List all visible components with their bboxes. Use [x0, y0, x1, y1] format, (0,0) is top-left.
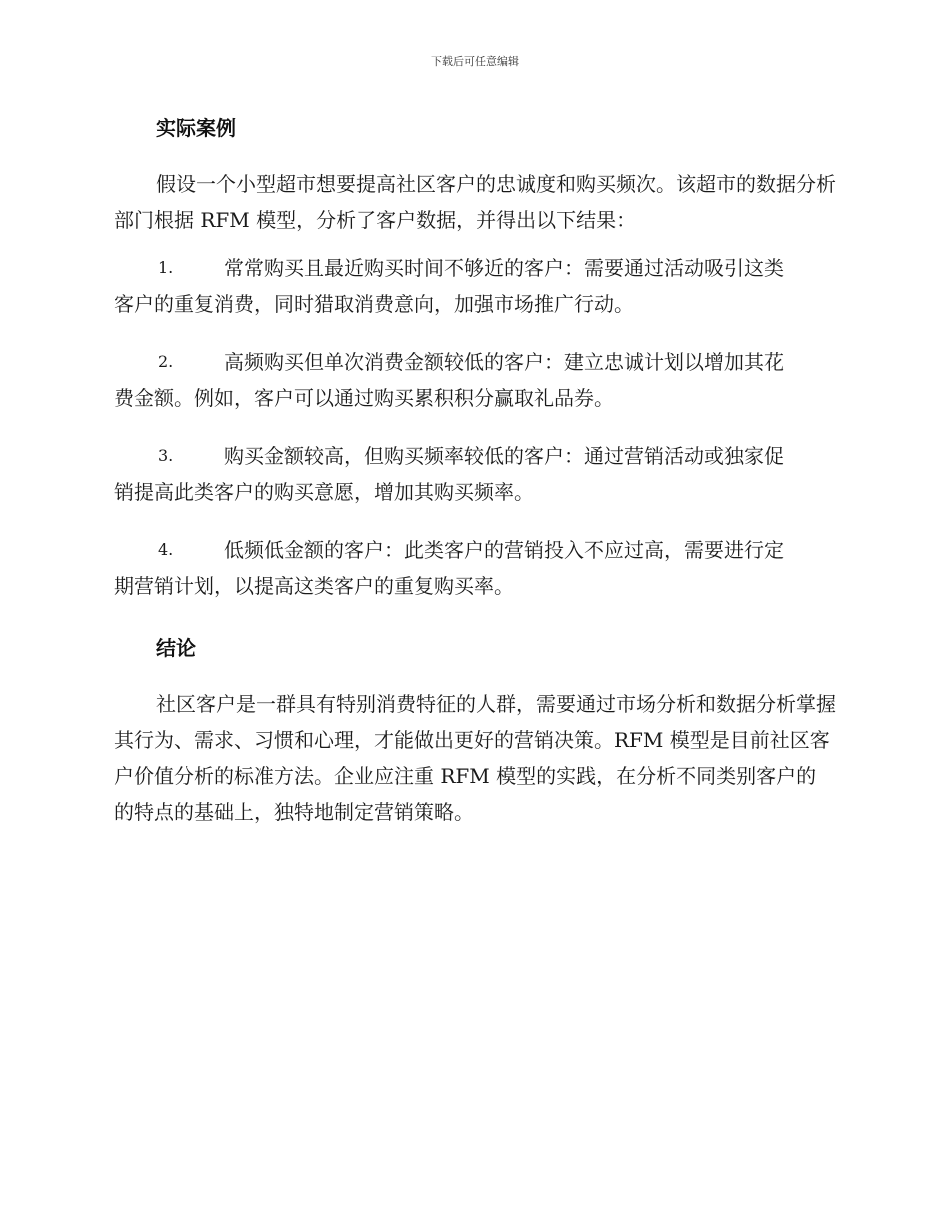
section-title-conclusion: 结论 [156, 636, 196, 660]
list-item-first-line: 购买金额较高，但购买频率较低的客户：通过营销活动或独家促 [224, 444, 784, 468]
list-item [114, 438, 836, 510]
list-item [114, 532, 836, 604]
list-item-number: 3. [158, 446, 174, 465]
list-item-first-line: 高频购买但单次消费金额较低的客户：建立忠诚计划以增加其花 [224, 350, 784, 374]
list-item-first-line: 低频低金额的客户：此类客户的营销投入不应过高，需要进行定 [224, 538, 784, 562]
list-item-rest: 期营销计划，以提高这类客户的重复购买率。 [114, 574, 514, 598]
case-intro-paragraph: 假设一个小型超市想要提高社区客户的忠诚度和购买频次。该超市的数据分析部门根据 RFM 模型，分析了客户数据，并得出以下结果： [114, 172, 836, 232]
list-item-rest: 费金额。例如，客户可以通过购买累积积分赢取礼品券。 [114, 386, 614, 410]
conclusion-paragraph: 社区客户是一群具有特别消费特征的人群，需要通过市场分析和数据分析掌握其行为、需求、习惯和心理，才能做出更好的营销决策。RFM 模型是目前社区客户价值分析的标准方法。企业应注重 RFM 模型的实践，在分析不同类别客户的的特点的基础上，独特地制定营销策略。 [114, 692, 836, 824]
list-item-rest: 销提高此类客户的购买意愿，增加其购买频率。 [114, 480, 534, 504]
list-item [114, 250, 836, 322]
list-item [114, 344, 836, 416]
list-item-rest: 客户的重复消费，同时猎取消费意向，加强市场推广行动。 [114, 292, 634, 316]
list-item-number: 1. [158, 258, 174, 277]
header-note: 下载后可任意编辑 [431, 55, 519, 68]
list-item-first-line: 常常购买且最近购买时间不够近的客户：需要通过活动吸引这类 [224, 256, 784, 280]
document-body [114, 110, 836, 842]
list-item-number: 2. [158, 352, 174, 371]
list-item-number: 4. [158, 540, 174, 559]
section-title-case: 实际案例 [156, 116, 236, 140]
